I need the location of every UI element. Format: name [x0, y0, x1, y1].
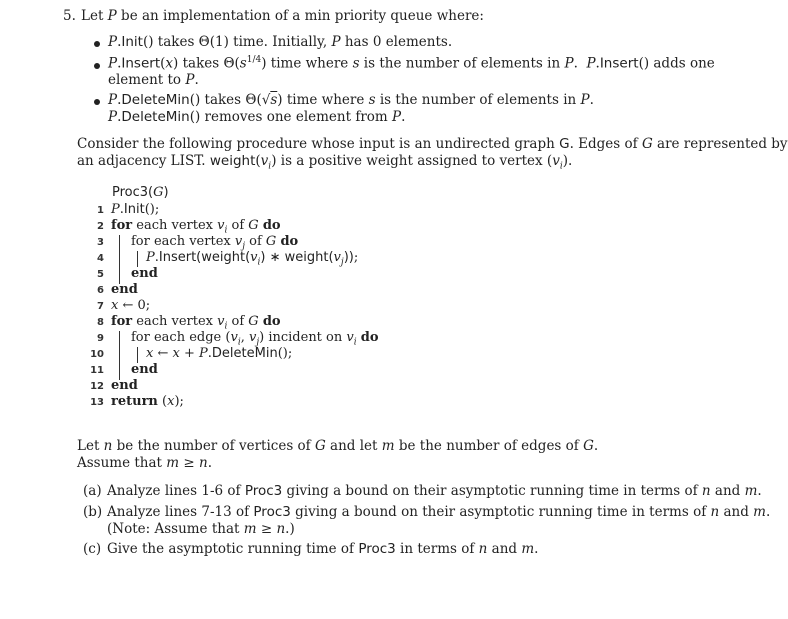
part-b-label: (b): [83, 504, 103, 520]
algo-line-1: P.Init();: [111, 202, 160, 217]
algo-line-5: end: [131, 266, 158, 281]
line-number: 11: [90, 365, 104, 376]
line-number: 10: [90, 349, 104, 360]
line-number: 2: [97, 221, 104, 232]
part-c-text: Give the asymptotic running time of Proc3 in terms of n and m.: [107, 541, 539, 557]
algo-line-6: end: [111, 282, 138, 297]
algo-line-7: x ← 0;: [111, 298, 151, 313]
bullet-1-text: P.Init() takes Θ(1) time. Initially, P has 0 elements.: [108, 34, 453, 50]
line-number: 4: [97, 253, 104, 264]
part-a-text: Analyze lines 1-6 of Proc3 giving a bound on their asymptotic running time in terms of n and m.: [107, 483, 762, 499]
block-bar-inner-1: [137, 251, 138, 267]
paragraph-line-1: Consider the following procedure whose input is an undirected graph G. Edges of G are represented by: [77, 136, 788, 152]
question-intro: Let P be an implementation of a min priority queue where:: [81, 8, 484, 24]
bullet-marker-1: [94, 41, 100, 47]
line-number: 13: [90, 397, 104, 408]
bullet-2-line-1: P.Insert(x) takes $\Theta(s^{1/4})$ time where s is the number of elements in P. P.Insert() adds one: [108, 55, 715, 72]
algo-line-2: for each vertex $v_i$ of G do: [111, 218, 281, 236]
block-bar-outer-2: [119, 331, 120, 380]
algo-line-8: for each vertex $v_i$ of G do: [111, 314, 281, 332]
after-line-1: Let n be the number of vertices of G and let m be the number of edges of G.: [77, 438, 599, 454]
algo-line-10: x ← x + P.DeleteMin();: [146, 346, 293, 361]
bullet-marker-3: [94, 99, 100, 105]
algo-line-13: return (x);: [111, 394, 184, 409]
algo-line-3: for each vertex $v_j$ of G do: [131, 234, 299, 252]
paragraph-line-2: an adjacency LIST. $weight(v_i)$ is a positive weight assigned to vertex $(v_i)$.: [77, 153, 573, 172]
line-number: 5: [97, 269, 104, 280]
block-bar-inner-2: [137, 347, 138, 363]
line-number: 9: [97, 333, 104, 344]
bullet-marker-2: [94, 63, 100, 69]
after-line-2: Assume that m ≥ n.: [77, 455, 212, 471]
part-a-label: (a): [83, 483, 102, 499]
part-b-line-2: (Note: Assume that m ≥ n.): [107, 521, 295, 537]
algo-line-4: $P.Insert(weight(v_i)$ ∗ $weight(v_j)$);: [146, 250, 359, 268]
line-number: 7: [97, 301, 104, 312]
algorithm-title: Proc3(G): [112, 185, 169, 200]
algo-line-12: end: [111, 378, 138, 393]
line-number: 12: [90, 381, 104, 392]
algo-line-11: end: [131, 362, 158, 377]
part-b-line-1: Analyze lines 7-13 of Proc3 giving a bound on their asymptotic running time in terms of n and m.: [107, 504, 771, 520]
line-number: 1: [97, 205, 104, 216]
bullet-3-line-2: P.DeleteMin() removes one element from P.: [108, 109, 406, 125]
algo-line-9: for each edge ($v_i$, $v_j$) incident on $v_i$ do: [131, 330, 379, 348]
bullet-3-line-1: P.DeleteMin() takes Θ(√s) time where s is the number of elements in P.: [108, 92, 594, 108]
bullet-2-line-2: element to P.: [108, 72, 199, 88]
part-c-label: (c): [83, 541, 102, 557]
line-number: 8: [97, 317, 104, 328]
block-bar-outer-1: [119, 235, 120, 284]
question-number: 5.: [63, 8, 76, 24]
line-number: 3: [97, 237, 104, 248]
line-number: 6: [97, 285, 104, 296]
